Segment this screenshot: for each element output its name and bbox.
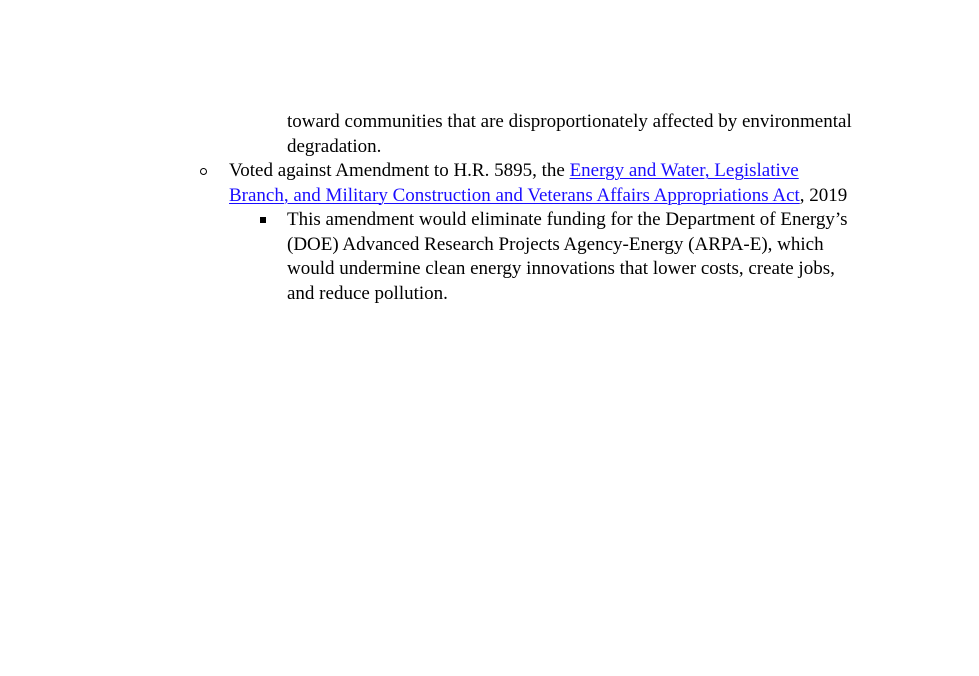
sub-item-line-4: and reduce pollution. [287, 282, 448, 304]
sub-item-line-2: (DOE) Advanced Research Projects Agency-Energy (ARPA-E), which [287, 233, 824, 255]
continuation-line-1: toward communities that are disproportionately affected by environmental [287, 111, 852, 132]
sub-item-line-3: would undermine clean energy innovations that lower costs, create jobs, [287, 258, 835, 279]
vote-suffix-text: , 2019 [799, 184, 848, 206]
continuation-paragraph [287, 110, 852, 159]
filled-square-bullet-icon [260, 217, 266, 223]
list-item-vote-line-2 [229, 184, 847, 209]
vote-prefix-text: Voted against Amendment to H.R. 5895, the [229, 160, 570, 181]
sub-list-item-amendment [287, 208, 848, 306]
act-link-line-1[interactable]: Energy and Water, Legislative [569, 160, 799, 181]
continuation-line-2: degradation. [287, 135, 382, 157]
act-link-line-2[interactable]: Branch, and Military Construction and Veterans Affairs Appropriations Act [229, 184, 800, 206]
sub-item-line-1: This amendment would eliminate funding for the Department of Energy’s [287, 209, 848, 230]
list-item-vote-line-1 [229, 159, 847, 184]
hollow-circle-bullet-icon [200, 168, 207, 175]
list-item-vote [229, 159, 847, 208]
